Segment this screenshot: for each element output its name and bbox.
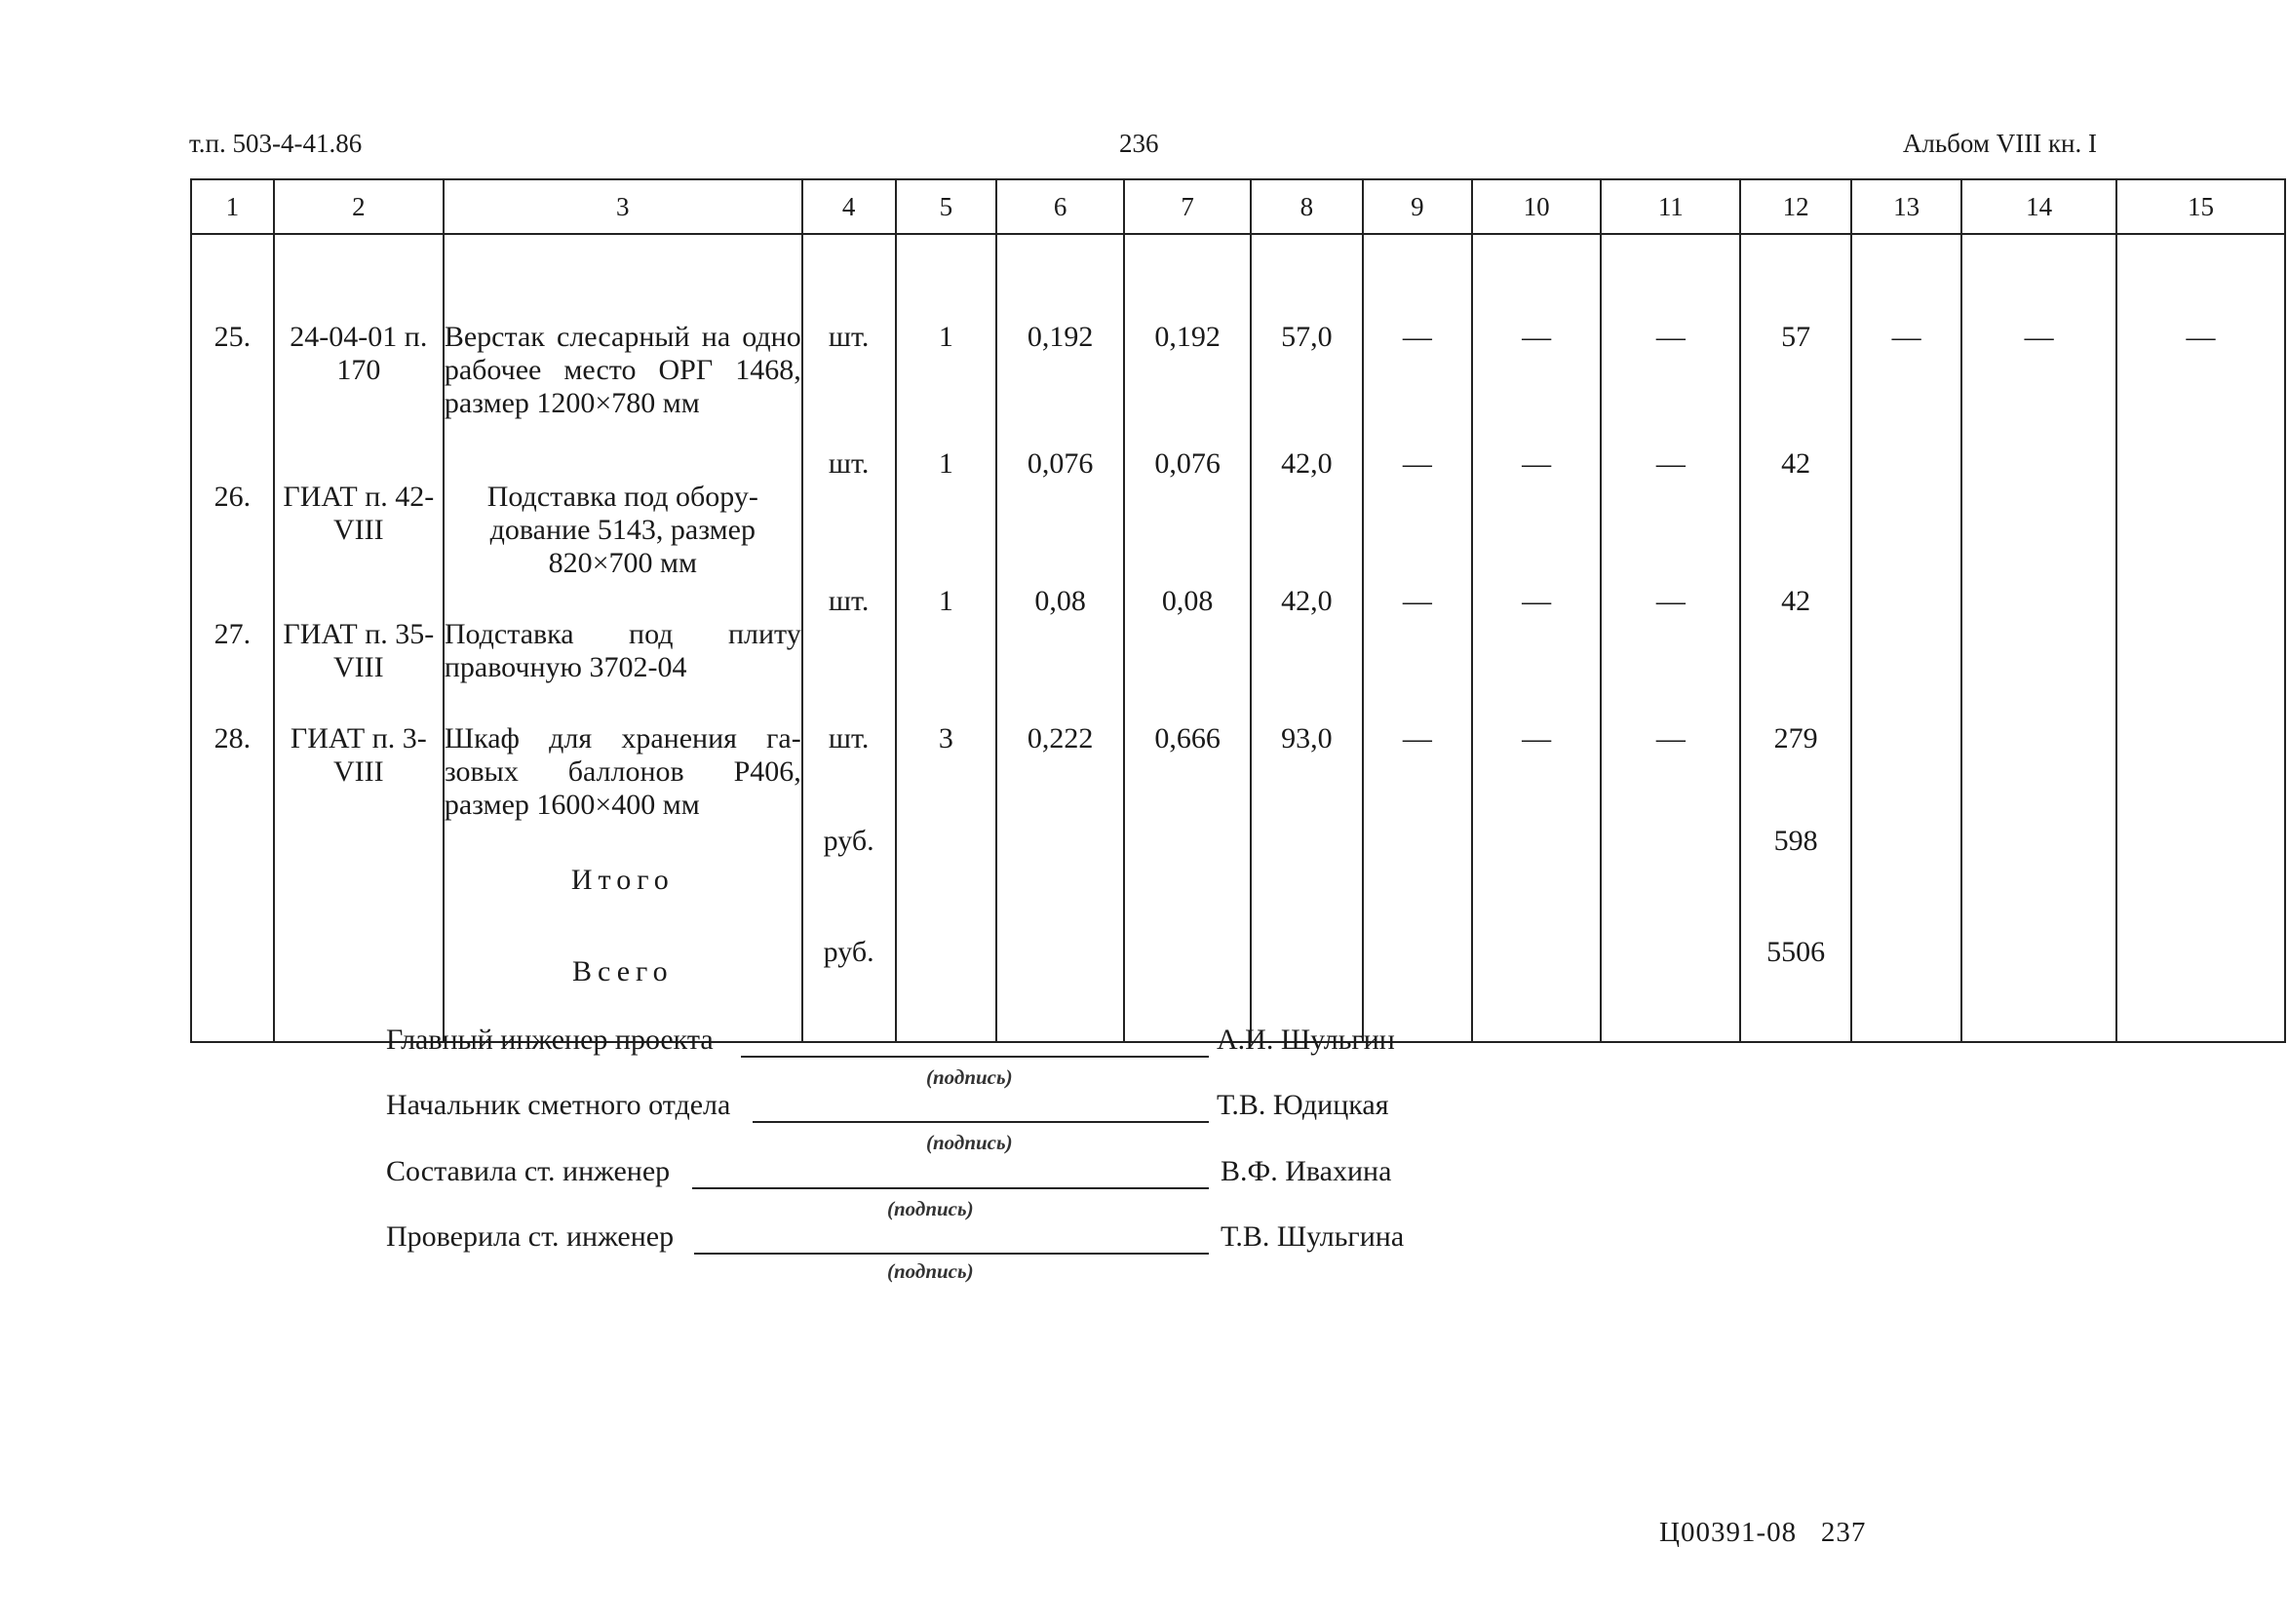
- row-cell: 0,08: [1124, 585, 1251, 722]
- signature-role: Проверила ст. инженер: [386, 1220, 675, 1253]
- row-cell: 0,222: [996, 722, 1124, 825]
- signature-block: [386, 1155, 1458, 1194]
- row-code: ГИАТ п. 3-VIII: [274, 722, 444, 825]
- row-cell: 0,08: [996, 585, 1124, 722]
- table-row: [191, 722, 2285, 825]
- total-label: Всего: [444, 936, 802, 1042]
- row-cell: 0,192: [1124, 234, 1251, 447]
- row-cell: —: [1363, 722, 1472, 825]
- row-cell: —: [1961, 234, 2116, 447]
- row-qty: 1: [896, 585, 997, 722]
- row-cell: —: [2116, 234, 2285, 447]
- document-stamp: Ц00391-08 237: [1659, 1517, 1867, 1548]
- total-unit: руб.: [802, 936, 896, 1042]
- row-number: 26.: [191, 447, 274, 585]
- signature-block: [386, 1220, 1458, 1259]
- column-header: 12: [1740, 179, 1850, 234]
- row-unit: шт.: [802, 722, 896, 825]
- row-cell: [1851, 585, 1961, 722]
- row-code: 24-04-01 п. 170: [274, 234, 444, 447]
- signature-name: А.И. Шульгин: [1217, 1024, 1395, 1056]
- row-cell: [1961, 722, 2116, 825]
- row-cell: 57,0: [1251, 234, 1363, 447]
- column-number-row: [191, 179, 2285, 234]
- column-header: 1: [191, 179, 274, 234]
- row-code: ГИАТ п. 35-VIII: [274, 585, 444, 722]
- row-cell: [2116, 585, 2285, 722]
- row-cell: [2116, 722, 2285, 825]
- row-cell: 42: [1740, 585, 1850, 722]
- row-cell: —: [1472, 234, 1601, 447]
- column-header: 6: [996, 179, 1124, 234]
- row-qty: 1: [896, 234, 997, 447]
- row-cell: —: [1601, 722, 1740, 825]
- signature-hint: (подпись): [887, 1259, 974, 1283]
- specification-table: [190, 178, 2286, 1043]
- row-cell: —: [1363, 234, 1472, 447]
- signature-hint: (подпись): [887, 1197, 974, 1220]
- column-header: 14: [1961, 179, 2116, 234]
- row-cell: 0,076: [1124, 447, 1251, 585]
- total-value: 5506: [1740, 936, 1850, 1042]
- row-cell: 42,0: [1251, 447, 1363, 585]
- signature-block: [386, 1089, 1458, 1128]
- header-left: т.п. 503-4-41.86: [189, 129, 363, 158]
- row-number: 25.: [191, 234, 274, 447]
- row-name: Подставка под плиту правочную 3702-04: [444, 585, 802, 722]
- signature-role: Главный инженер проекта: [386, 1024, 714, 1056]
- signature-hint: (подпись): [926, 1065, 1013, 1089]
- column-header: 2: [274, 179, 444, 234]
- column-header: 4: [802, 179, 896, 234]
- row-unit: шт.: [802, 447, 896, 585]
- subtotal-label: Итого: [444, 825, 802, 936]
- row-number: 28.: [191, 722, 274, 825]
- column-header: 8: [1251, 179, 1363, 234]
- subtotal-value: 598: [1740, 825, 1850, 936]
- row-cell: [1961, 585, 2116, 722]
- row-cell: [2116, 447, 2285, 585]
- signature-name: В.Ф. Ивахина: [1221, 1155, 1392, 1187]
- table-row: [191, 234, 2285, 447]
- row-cell: —: [1472, 585, 1601, 722]
- signature-line: [753, 1121, 1209, 1123]
- row-cell: —: [1472, 722, 1601, 825]
- column-header: 11: [1601, 179, 1740, 234]
- row-code: ГИАТ п. 42-VIII: [274, 447, 444, 585]
- row-unit: шт.: [802, 585, 896, 722]
- signature-line: [741, 1056, 1209, 1058]
- signature-role: Начальник сметного отдела: [386, 1089, 731, 1121]
- signature-role: Составила ст. инженер: [386, 1155, 671, 1187]
- signature-name: Т.В. Шульгина: [1221, 1220, 1405, 1253]
- page-number: 236: [1119, 129, 1159, 158]
- table-row: [191, 585, 2285, 722]
- header-right: Альбом VIII кн. I: [1902, 129, 2097, 158]
- signature-line: [692, 1187, 1209, 1189]
- column-header: 9: [1363, 179, 1472, 234]
- row-name: Шкаф для хранения га-зовых баллонов Р406, размер 1600×400 мм: [444, 722, 802, 825]
- table-row: [191, 447, 2285, 585]
- column-header: 13: [1851, 179, 1961, 234]
- signature-hint: (подпись): [926, 1131, 1013, 1154]
- row-cell: —: [1601, 234, 1740, 447]
- signature-line: [694, 1253, 1209, 1255]
- row-cell: [1851, 722, 1961, 825]
- row-cell: —: [1601, 447, 1740, 585]
- row-cell: 0,192: [996, 234, 1124, 447]
- row-cell: —: [1363, 585, 1472, 722]
- row-cell: —: [1472, 447, 1601, 585]
- signature-block: [386, 1024, 1458, 1063]
- row-name: Подставка под обору-дование 5143, размер 820×700 мм: [444, 447, 802, 585]
- row-cell: 57: [1740, 234, 1850, 447]
- subtotal-row: [191, 825, 2285, 936]
- row-cell: 42: [1740, 447, 1850, 585]
- row-qty: 1: [896, 447, 997, 585]
- row-number: 27.: [191, 585, 274, 722]
- row-cell: 0,666: [1124, 722, 1251, 825]
- column-header: 3: [444, 179, 802, 234]
- column-header: 15: [2116, 179, 2285, 234]
- row-cell: —: [1851, 234, 1961, 447]
- row-cell: [1851, 447, 1961, 585]
- row-name: Верстак слесарный на одно рабочее место ОРГ 1468, размер 1200×780 мм: [444, 234, 802, 447]
- row-unit: шт.: [802, 234, 896, 447]
- column-header: 10: [1472, 179, 1601, 234]
- row-cell: 42,0: [1251, 585, 1363, 722]
- row-cell: 0,076: [996, 447, 1124, 585]
- row-qty: 3: [896, 722, 997, 825]
- row-cell: 279: [1740, 722, 1850, 825]
- row-cell: 93,0: [1251, 722, 1363, 825]
- subtotal-unit: руб.: [802, 825, 896, 936]
- row-cell: —: [1363, 447, 1472, 585]
- row-cell: —: [1601, 585, 1740, 722]
- signature-name: Т.В. Юдицкая: [1217, 1089, 1389, 1121]
- row-cell: [1961, 447, 2116, 585]
- column-header: 7: [1124, 179, 1251, 234]
- column-header: 5: [896, 179, 997, 234]
